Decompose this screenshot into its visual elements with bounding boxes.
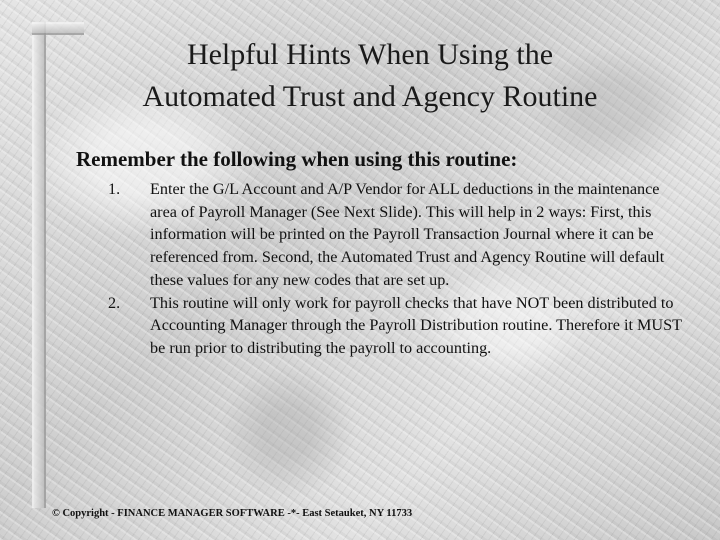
list-item-number: 1. bbox=[108, 180, 121, 198]
list-item-text: This routine will only work for payroll checks that have NOT been distributed to Accounting Manager through the Payroll Distribution routine. Therefore it MUST be run prior to distributing the payroll to accounting. bbox=[150, 293, 682, 357]
copyright-footer: © Copyright - FINANCE MANAGER SOFTWARE -*- East Setauket, NY 11733 bbox=[52, 508, 413, 519]
title-line-1: Helpful Hints When Using the bbox=[186, 38, 554, 71]
slide-subheading: Remember the following when using this routine: bbox=[76, 147, 518, 171]
slide-title bbox=[60, 34, 680, 118]
slide-frame-vertical-bar bbox=[32, 22, 46, 508]
hints-list bbox=[108, 178, 688, 360]
list-item-number: 2. bbox=[108, 293, 121, 312]
list-item-text: Enter the G/L Account and A/P Vendor for ALL deductions in the maintenance area of Payroll Manager (See Next Slide). This will help in 2 ways: First, this information will be printed on the Payroll Transaction Journal where it can be referenced from. Second, the Automated Trust and Agency Routine will default these values for any new codes that are set up. bbox=[150, 180, 665, 289]
list-item bbox=[108, 292, 688, 360]
list-item bbox=[108, 178, 688, 292]
title-line-2: Automated Trust and Agency Routine bbox=[142, 80, 598, 113]
